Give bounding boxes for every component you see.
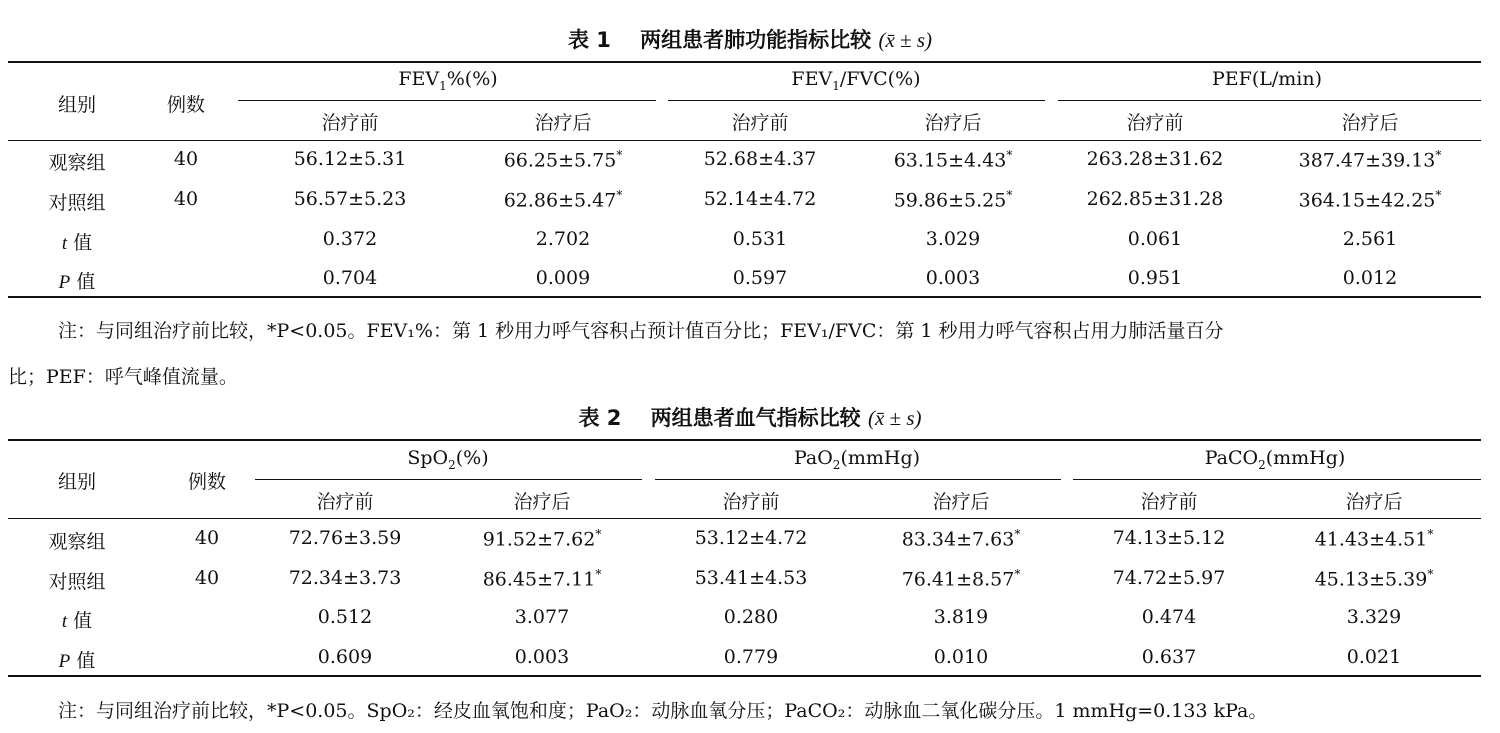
significance-star: * <box>595 567 602 581</box>
table1-group-fev1-fvc: $FEV_1/FVC(\%)$ <box>791 68 921 93</box>
table1-cell: 364.15±42.25* <box>1298 188 1442 212</box>
significance-star: * <box>616 188 623 202</box>
table1-row-label: 对照组 <box>48 192 106 214</box>
table2-cell: 74.13±5.12 <box>1112 527 1226 549</box>
table1-group-fev1: $FEV_1\%(\%)$ <box>398 68 498 93</box>
significance-star: * <box>595 527 602 541</box>
table2-subhead: 治疗前 <box>316 491 374 513</box>
table1-cell: 2.561 <box>1342 228 1398 250</box>
table2-cell: 72.34±3.73 <box>288 567 402 589</box>
table1-cell: 0.597 <box>732 267 788 289</box>
table2-cell: 0.474 <box>1141 606 1197 628</box>
table1-note-line2: 比；PEF：呼气峰值流量。 <box>8 366 238 388</box>
table2-group2-rule <box>655 479 1061 480</box>
table2-cell: 53.41±4.53 <box>694 567 808 589</box>
table2-head-n: 例数 <box>187 471 227 493</box>
table1-cell: 0.061 <box>1127 228 1183 250</box>
significance-star: * <box>1427 567 1434 581</box>
table2-row-label: 观察组 <box>48 531 106 553</box>
table2-head-group: 组别 <box>57 471 97 493</box>
table1-cell: 56.12±5.31 <box>293 148 407 170</box>
table2-caption-prefix: 表 2 <box>578 406 622 430</box>
table2-cell: 76.41±8.57* <box>901 567 1021 591</box>
table1-subhead: 治疗前 <box>1126 112 1184 134</box>
table1-cell: 0.009 <box>535 267 591 289</box>
table2-cell: 0.512 <box>317 606 373 628</box>
table2-subhead: 治疗前 <box>1140 491 1198 513</box>
table1-cell: 0.704 <box>322 267 378 289</box>
table1-group3-rule <box>1058 100 1481 101</box>
table1-subhead: 治疗前 <box>321 112 379 134</box>
significance-star: * <box>1006 188 1013 202</box>
table1-cell: 0.012 <box>1342 267 1398 289</box>
table2-cell: 0.609 <box>317 646 373 668</box>
table1-row-label: 观察组 <box>48 152 106 174</box>
table1-cell: 62.86±5.47* <box>503 188 623 212</box>
significance-star: * <box>1014 567 1021 581</box>
table1-cell: 2.702 <box>535 228 591 250</box>
table2-cell: 3.819 <box>933 606 989 628</box>
table1-cell: 262.85±31.28 <box>1086 188 1224 210</box>
table2-cell: 0.637 <box>1141 646 1197 668</box>
significance-star: * <box>1014 527 1021 541</box>
table2-head-rule <box>8 518 1481 519</box>
table1-note-line1: 注：与同组治疗前比较，*P<0.05。FEV₁%：第 1 秒用力呼气容积占预计值百分比；FEV₁/FVC：第 1 秒用力呼气容积占用力肺活量百分 <box>58 320 1224 342</box>
significance-star: * <box>1435 148 1442 162</box>
table2-row-label: t 值 <box>61 610 93 632</box>
table1-cell: 263.28±31.62 <box>1086 148 1224 170</box>
table2-cell: 91.52±7.62* <box>482 527 602 551</box>
table2-group-paco2: PaCO$_2$(mmHg) <box>1204 447 1346 472</box>
table2-cell: 53.12±4.72 <box>694 527 808 549</box>
table2-caption <box>0 402 1500 432</box>
table1-caption-prefix: 表 1 <box>567 28 611 52</box>
table2-cell: 3.077 <box>514 606 570 628</box>
table2-cell: 45.13±5.39* <box>1314 567 1434 591</box>
table2-group3-rule <box>1073 479 1481 480</box>
table2-cell: 3.329 <box>1346 606 1402 628</box>
table2-cell: 0.010 <box>933 646 989 668</box>
table2-note-line1: 注：与同组治疗前比较，*P<0.05。SpO₂：经皮血氧饱和度；PaO₂：动脉血氧分压；PaCO₂：动脉血二氧化碳分压。1 mmHg=0.133 kPa。 <box>58 700 1268 722</box>
table1-caption-formula: (x̄ ± s) <box>878 28 932 52</box>
table2-subhead: 治疗前 <box>722 491 780 513</box>
table1-caption-title: 两组患者肺功能指标比较 <box>640 28 872 52</box>
table1-cell: 3.029 <box>925 228 981 250</box>
table1-cell: 0.003 <box>925 267 981 289</box>
table1-cell: 59.86±5.25* <box>893 188 1013 212</box>
table2-group-spo2: SpO$_2$(%) <box>407 447 489 472</box>
table2-cell: 0.779 <box>723 646 779 668</box>
table1-head-n: 例数 <box>166 94 206 116</box>
table1-cell: 0.531 <box>732 228 788 250</box>
table1-cell: 0.372 <box>322 228 378 250</box>
significance-star: * <box>1006 148 1013 162</box>
table1-cell: 0.951 <box>1127 267 1183 289</box>
table2-group-pao2: PaO$_2$(mmHg) <box>793 447 921 472</box>
significance-star: * <box>1435 188 1442 202</box>
table1-subhead: 治疗后 <box>924 112 982 134</box>
table1-cell: 56.57±5.23 <box>293 188 407 210</box>
significance-star: * <box>616 148 623 162</box>
table2-cell: 74.72±5.97 <box>1112 567 1226 589</box>
table1-cell: 387.47±39.13* <box>1298 148 1442 172</box>
significance-star: * <box>1427 527 1434 541</box>
table1-head-rule <box>8 140 1481 141</box>
table1-group1-rule <box>238 100 656 101</box>
table1-top-rule <box>8 61 1481 63</box>
table2-subhead: 治疗后 <box>513 491 571 513</box>
table2-cell: 41.43±4.51* <box>1314 527 1434 551</box>
table2-caption-title: 两组患者血气指标比较 <box>650 406 861 430</box>
table1-subhead: 治疗后 <box>1341 112 1399 134</box>
table1-row-n: 40 <box>173 148 199 170</box>
table1-subhead: 治疗后 <box>534 112 592 134</box>
table1-group-pef: PEF(L/min) <box>1211 68 1323 90</box>
table1-row-label: P 值 <box>58 271 96 293</box>
table2-caption-formula: (x̄ ± s) <box>867 406 922 430</box>
table2-bottom-rule <box>8 675 1481 677</box>
table2-row-label: 对照组 <box>48 571 106 593</box>
table1-cell: 52.68±4.37 <box>703 148 817 170</box>
table2-row-n: 40 <box>194 527 220 549</box>
table1-subhead: 治疗前 <box>731 112 789 134</box>
table2-subhead: 治疗后 <box>1345 491 1403 513</box>
table1-bottom-rule <box>8 296 1481 298</box>
table2-subhead: 治疗后 <box>932 491 990 513</box>
table2-cell: 0.003 <box>514 646 570 668</box>
table2-cell: 86.45±7.11* <box>482 567 602 591</box>
table2-row-label: P 值 <box>58 650 96 672</box>
table1-group2-rule <box>668 100 1045 101</box>
table2-cell: 83.34±7.63* <box>901 527 1021 551</box>
table2-row-n: 40 <box>194 567 220 589</box>
table1-head-group: 组别 <box>57 94 97 116</box>
table1-caption <box>0 24 1500 54</box>
table1-cell: 52.14±4.72 <box>703 188 817 210</box>
table2-cell: 0.021 <box>1346 646 1402 668</box>
table1-cell: 63.15±4.43* <box>893 148 1013 172</box>
table1-row-n: 40 <box>173 188 199 210</box>
table2-top-rule <box>8 439 1481 441</box>
table2-group1-rule <box>255 479 642 480</box>
table2-cell: 0.280 <box>723 606 779 628</box>
table1-cell: 66.25±5.75* <box>503 148 623 172</box>
table2-cell: 72.76±3.59 <box>288 527 402 549</box>
table1-row-label: t 值 <box>61 232 93 254</box>
